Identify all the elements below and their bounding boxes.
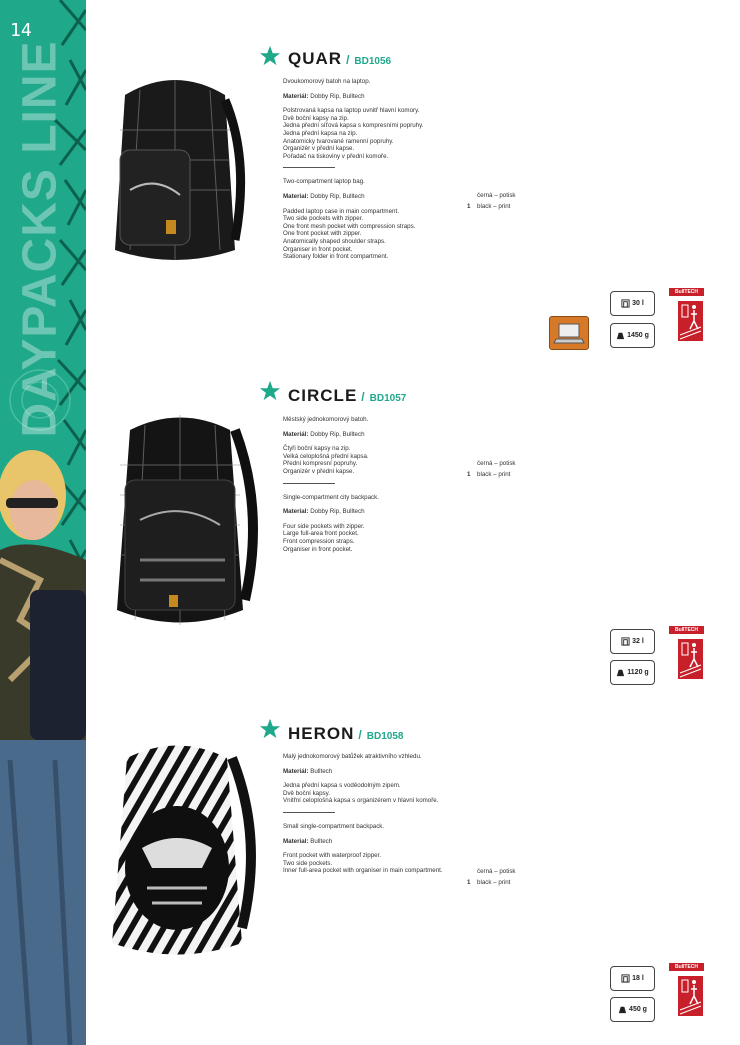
title-slash: / <box>361 390 366 404</box>
volume-icon <box>621 299 630 308</box>
cz-intro: Dvoukomorový batoh na laptop. <box>283 78 371 85</box>
volume-spec: 18 l <box>610 966 655 991</box>
heron-backpack-image <box>92 738 262 963</box>
en-features: Padded laptop case in main compartment. Two side pockets with zipper. One front mesh pocket with compression straps. One front pocket with zipper. Anatomically shaped shoulder straps. Organiser in front pocket. Stationary folder in front compartment. <box>283 207 416 261</box>
bulltech-badge: BullTECH <box>669 963 704 1016</box>
en-intro: Small single-compartment backpack. <box>283 822 385 830</box>
cz-material: Materiál: Bulltech <box>283 767 333 775</box>
circle-backpack-image <box>95 410 265 632</box>
en-features: Front pocket with waterproof zipper. Two side pockets. Inner full-area pocket with organiser in main compartment. <box>283 852 443 875</box>
sidebar <box>0 0 86 1045</box>
bulltech-icon <box>678 639 703 679</box>
product-code: BD1056 <box>354 56 392 67</box>
en-material: Material: Bulltech <box>283 837 333 845</box>
bulltech-badge: BullTECH <box>669 626 704 679</box>
star-icon <box>259 380 281 402</box>
weight-icon <box>618 1005 627 1014</box>
bulltech-badge: BullTECH <box>669 288 704 341</box>
volume-icon <box>621 637 630 646</box>
product-code: BD1058 <box>366 731 404 742</box>
cz-material: Materiál: Dobby Rip, Bulltech <box>283 92 365 100</box>
color-variant: 1černá – potisk black – print <box>467 192 516 210</box>
product-description <box>283 416 463 560</box>
divider <box>283 167 335 168</box>
title-slash: / <box>358 728 363 742</box>
weight-spec: 450 g <box>610 997 655 1022</box>
volume-icon <box>621 974 630 983</box>
cz-features: Polstrovaná kapsa na laptop uvnitř hlavní komory. Dvě boční kapsy na zip. Jedna přední síťová kapsa s kompresními popruhy. Jedna přední kapsa na zip. Anatomicky tvarované ramenní popruhy. Organizér v přední kapse. Pořadač na tiskoviny v přední komoře. <box>283 107 424 160</box>
en-material: Material: Dobby Rip, Bulltech <box>283 192 365 200</box>
product-code: BD1057 <box>369 393 407 404</box>
product-description <box>283 753 463 882</box>
weight-icon <box>616 668 625 677</box>
divider <box>283 483 335 484</box>
product-name: QUAR <box>288 49 343 68</box>
product-title <box>288 724 403 744</box>
section-label: DAYPACKS LINE <box>13 40 67 438</box>
product-title <box>288 49 391 69</box>
product-title <box>288 386 406 406</box>
star-icon <box>259 718 281 740</box>
model-photo <box>0 440 86 1045</box>
star-icon <box>259 45 281 67</box>
weight-spec: 1120 g <box>610 660 655 685</box>
weight-spec: 1450 g <box>610 323 655 348</box>
en-intro: Single-compartment city backpack. <box>283 493 379 501</box>
cz-intro: Malý jednokomorový batůžek atraktivního vzhledu. <box>283 753 422 760</box>
bulltech-icon <box>678 976 703 1016</box>
volume-spec: 32 l <box>610 629 655 654</box>
color-variant: 1černá – potisk black – print <box>467 460 516 478</box>
divider <box>283 812 335 813</box>
color-variant: 1černá – potisk black – print <box>467 868 516 886</box>
page-number: 14 <box>10 20 32 41</box>
en-intro: Two-compartment laptop bag. <box>283 178 365 186</box>
laptop-icon <box>549 316 589 350</box>
product-name: CIRCLE <box>288 386 358 405</box>
cz-features: Jedna přední kapsa s voděodolným zipem. Dvě boční kapsy. Vnitřní celoplošná kapsa s organizérem v hlavní komoře. <box>283 782 439 805</box>
quar-backpack-image <box>100 70 250 270</box>
weight-icon <box>616 331 625 340</box>
en-material: Material: Dobby Rip, Bulltech <box>283 508 365 516</box>
title-slash: / <box>346 53 351 67</box>
volume-spec: 30 l <box>610 291 655 316</box>
cz-intro: Městský jednokomorový batoh. <box>283 416 369 423</box>
cz-material: Materiál: Dobby Rip, Bulltech <box>283 430 365 438</box>
bulltech-icon <box>678 301 703 341</box>
product-description <box>283 78 463 268</box>
product-name: HERON <box>288 724 355 743</box>
en-features: Four side pockets with zipper. Large full-area front pocket. Front compression straps. Organiser in front pocket. <box>283 522 365 553</box>
cz-features: Čtyři boční kapsy na zip. Velká celoplošná přední kapsa. Přední kompresní popruhy. Organizér v přední kapse. <box>283 445 369 475</box>
